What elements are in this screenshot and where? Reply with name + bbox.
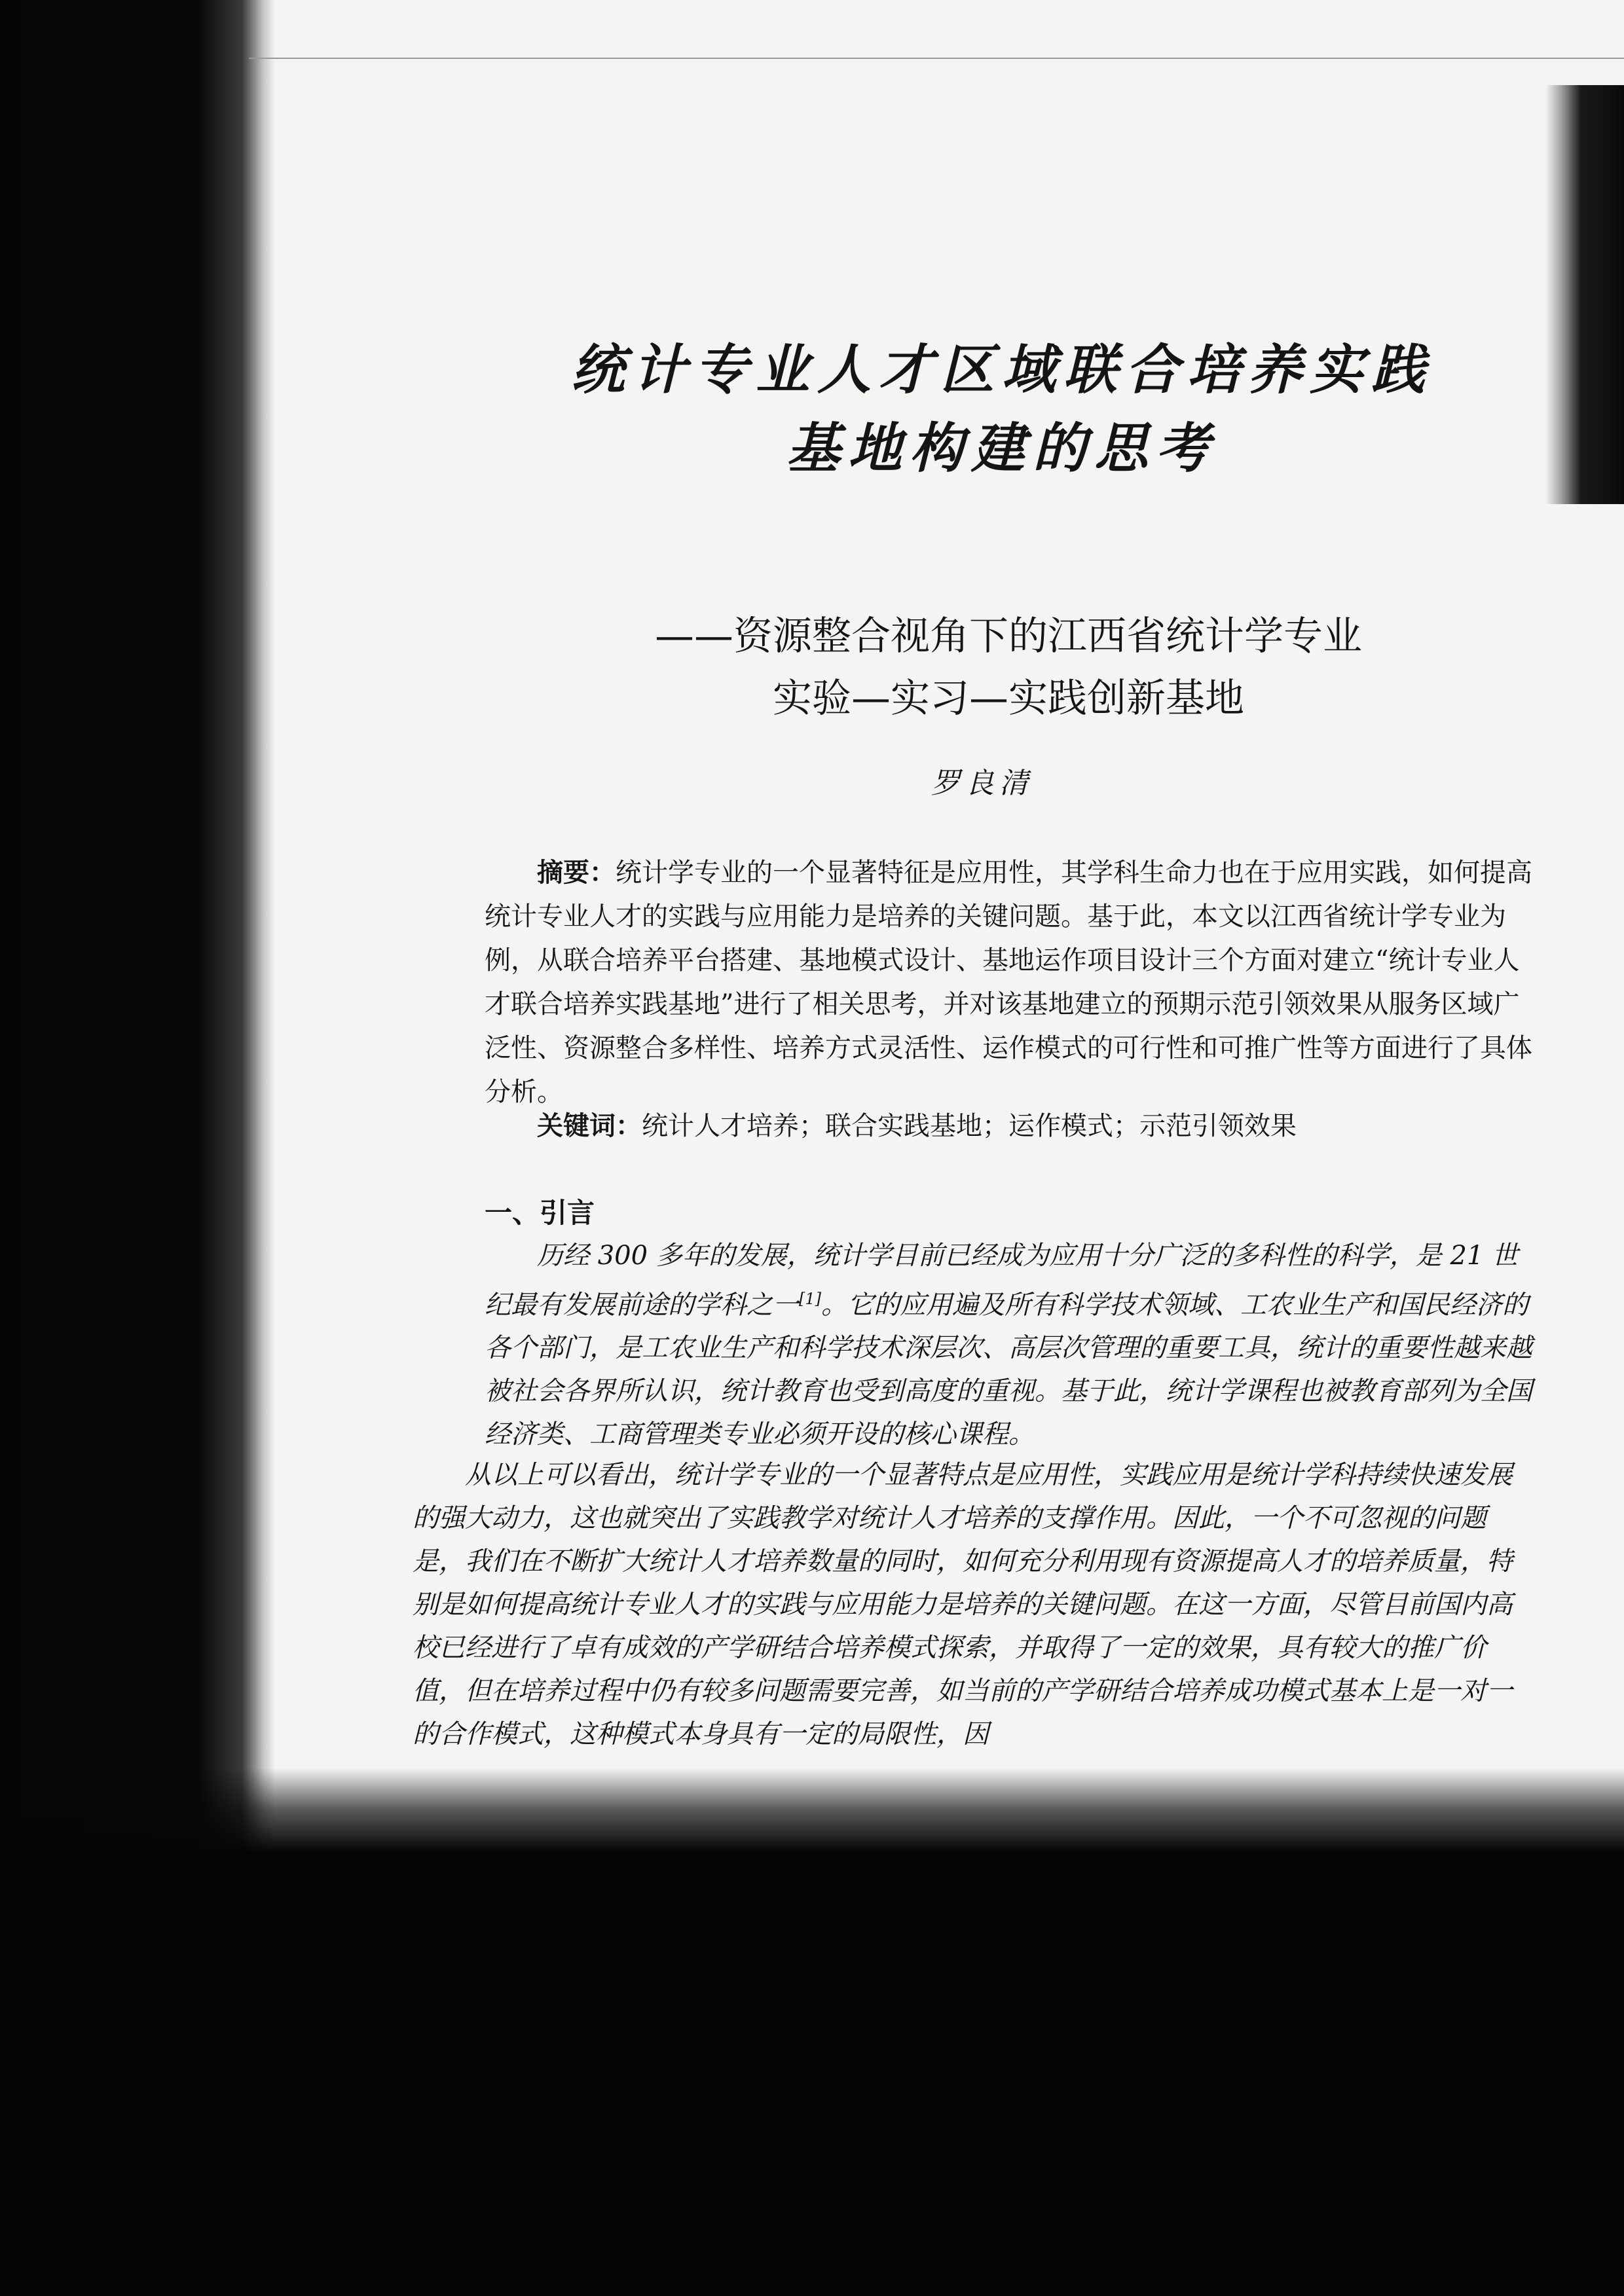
abstract — [485, 851, 1532, 1114]
body-paragraph-2 — [413, 1453, 1526, 1756]
title-line-2: 基地构建的思考 — [786, 417, 1217, 480]
section-heading: 一、引言 — [485, 1197, 595, 1229]
body-paragraph-1 — [485, 1234, 1532, 1456]
article-subtitle — [576, 606, 1441, 730]
article-title — [511, 331, 1493, 488]
abstract-label: 摘要： — [537, 858, 616, 888]
scan-shadow-right-top — [1545, 85, 1624, 504]
para1-text-b: 。它的应用遍及所有科学技术领域、工农业生产和国民经济的各个部门，是工农业生产和科学技术深层次、高层次管理的重要工具，统计的重要性越来越被社会各界所认识，统计教育也受到高度的重视。基于此，统计学课程也被教育部列为全国经济类、工商管理类专业必须开设的核心课程。 — [485, 1290, 1532, 1450]
keywords — [485, 1106, 1532, 1146]
subtitle-line-1: ——资源整合视角下的江西省统计学专业 — [655, 613, 1362, 659]
subtitle-line-2: 实验—实习—实践创新基地 — [773, 676, 1244, 721]
author-name: 罗良清 — [931, 767, 1033, 800]
citation-ref: [1] — [799, 1290, 821, 1308]
para2-text: 从以上可以看出，统计学专业的一个显著特点是应用性，实践应用是统计学科持续快速发展的强大动力，这也就突出了实践教学对统计人才培养的支撑作用。因此，一个不可忽视的问题是，我们在不断扩大统计人才培养数量的同时，如何充分利用现有资源提高人才的培养质量，特别是如何提高统计专业人才的实践与应用能力是培养的关键问题。在这一方面，尽管目前国内高校已经进行了卓有成效的产学研结合培养模式探索，并取得了一定的效果，具有较大的推广价值，但在培养过程中仍有较多问题需要完善，如当前的产学研结合培养成功模式基本上是一对一的合作模式，这种模式本身具有一定的局限性，因 — [413, 1460, 1513, 1749]
para1-text-a: 历经 300 多年的发展，统计学目前已经成为应用十分广泛的多科性的科学，是 21 世纪最有发展前途的学科之一 — [485, 1241, 1519, 1321]
abstract-text: 统计学专业的一个显著特征是应用性，其学科生命力也在于应用实践，如何提高统计专业人才的实践与应用能力是培养的关键问题。基于此，本文以江西省统计学专业为例，从联合培养平台搭建、基地模式设计、基地运作项目设计三个方面对建立“统计专业人才联合培养实践基地”进行了相关思考，并对该基地建立的预期示范引领效果从服务区域广泛性、资源整合多样性、培养方式灵活性、运作模式的可行性和可推广性等方面进行了具体分析。 — [485, 858, 1532, 1107]
title-line-1: 统计专业人才区域联合培养实践 — [571, 338, 1433, 401]
keywords-text: 统计人才培养；联合实践基地；运作模式；示范引领效果 — [642, 1111, 1297, 1141]
keywords-label: 关键词： — [537, 1111, 642, 1141]
scan-edge-line — [249, 58, 1624, 59]
scan-shadow-bottom — [0, 1768, 1624, 2296]
